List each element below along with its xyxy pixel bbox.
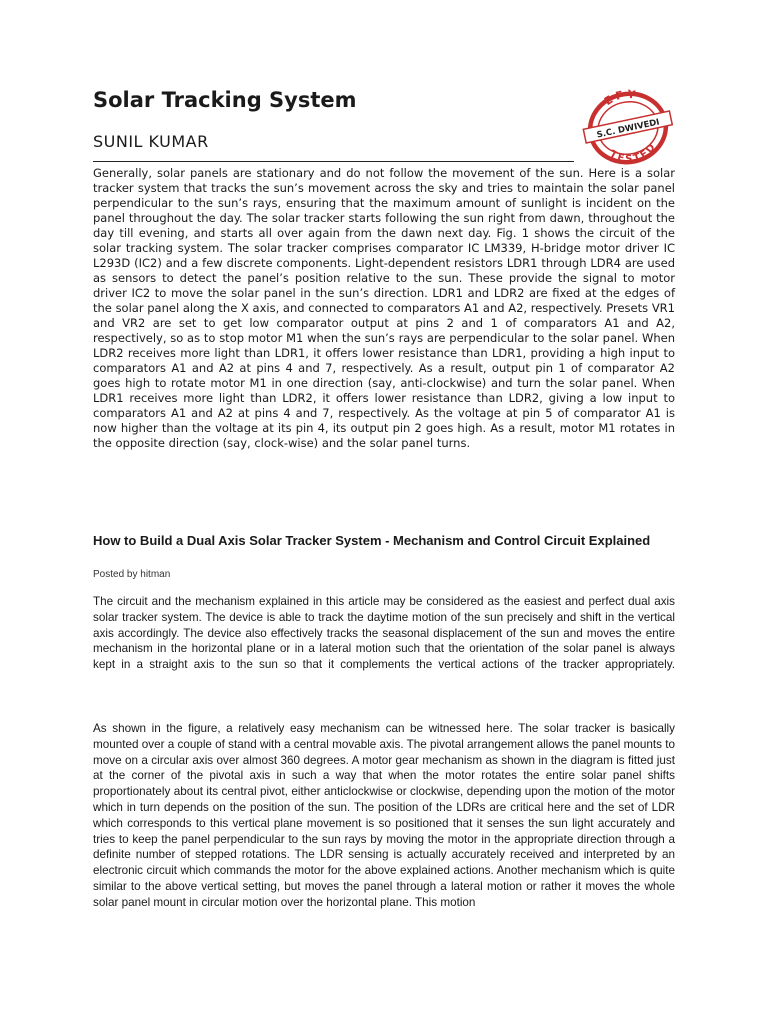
article-title: Solar Tracking System [93, 88, 357, 112]
author-name: SUNIL KUMAR [93, 132, 209, 151]
post-byline: Posted by hitman [93, 569, 171, 580]
post-paragraph-2: As shown in the figure, a relatively easy mechanism can be witnessed here. The solar tracker is basically mounted over a couple of stand with a central movable axis. The pivotal arrangement allows the panel mounts to move on a circular axis over almost 360 degrees. A motor gear mechanism as shown in the diagram is fitted just at the corner of the pivotal axis in such a way that when the motor rotates the entire solar panel shifts proportionately about its central pivot, either anticlockwise or clockwise, depending upon the motion of the motor which in turn depends on the position of the sun. The position of the LDRs are critical here and the set of LDR which corresponds to this vertical plane movement is so positioned that it senses the sun light accurately and tries to keep the panel perpendicular to the sun rays by moving the motor in the appropriate direction through a definite number of stepped rotations. The LDR sensing is actually accurately received and interpreted by an electronic circuit which commands the motor for the above explained actions. Another mechanism which is quite similar to the above vertical setting, but moves the panel through a lateral motion or rather it moves the whole solar panel mount in circular motion over the horizontal plane. This motion [93, 722, 675, 909]
post-paragraph-1: The circuit and the mechanism explained in this article may be considered as the easiest and perfect dual axis solar tracker system. The device is able to track the daytime motion of the sun precisely and shift in the vertical axis accordingly. The device also effectively tracks the seasonal displacement of the sun and moves the entire mechanism in the horizontal plane or in a lateral motion such that the orientation of the solar panel is always kept in a straight axis to the sun so that it complements the vertical actions of the tracker appropriately. [93, 595, 675, 672]
post-heading: How to Build a Dual Axis Solar Tracker System - Mechanism and Control Circuit Explained [93, 533, 651, 548]
title-divider [93, 161, 574, 162]
article-body: Generally, solar panels are stationary and do not follow the movement of the sun. Here is a solar tracker system that tracks the sun’s movement across the sky and tries to maintain the solar panel perpendicular to the sun’s rays, ensuring that the maximum amount of sunlight is incident on the panel throughout the day. The solar tracker starts following the sun right from dawn, throughout the day till evening, and starts all over again from the dawn next day. Fig. 1 shows the circuit of the solar tracking system. The solar tracker comprises comparator IC LM339, H-bridge motor driver IC L293D (IC2) and a few discrete components. Light-dependent resistors LDR1 through LDR4 are used as sensors to detect the panel’s position relative to the sun. These provide the signal to motor driver IC2 to move the solar panel in the sun’s direction. LDR1 and LDR2 are fixed at the edges of the solar panel along the X axis, and connected to comparators A1 and A2, respectively. Presets VR1 and VR2 are set to get low comparator output at pins 2 and 1 of comparators A1 and A2, respectively, so as to stop motor M1 when the sun’s rays are perpendicular to the solar panel. When LDR2 receives more light than LDR1, it offers lower resistance than LDR1, providing a high input to comparators A1 and A2 at pins 4 and 7, respectively. As a result, output pin 1 of comparator A2 goes high to rotate motor M1 in one direction (say, anti-clockwise) and turn the solar panel. When LDR1 receives more light than LDR2, it offers lower resistance than LDR2, giving a low input to comparators A1 and A2 at pins 4 and 7, respectively. As the voltage at pin 5 of comparator A1 is now higher than the voltage at its pin 4, its output pin 2 goes high. As a result, motor M1 rotates in the opposite direction (say, clock-wise) and the solar panel turns. [93, 166, 675, 450]
stamp-bottom-text: TESTED [607, 140, 660, 166]
efy-tested-stamp [582, 86, 674, 170]
stamp-top-text: EFY [602, 87, 640, 109]
stamp-name-text: S.C. DWIVEDI [595, 117, 661, 141]
